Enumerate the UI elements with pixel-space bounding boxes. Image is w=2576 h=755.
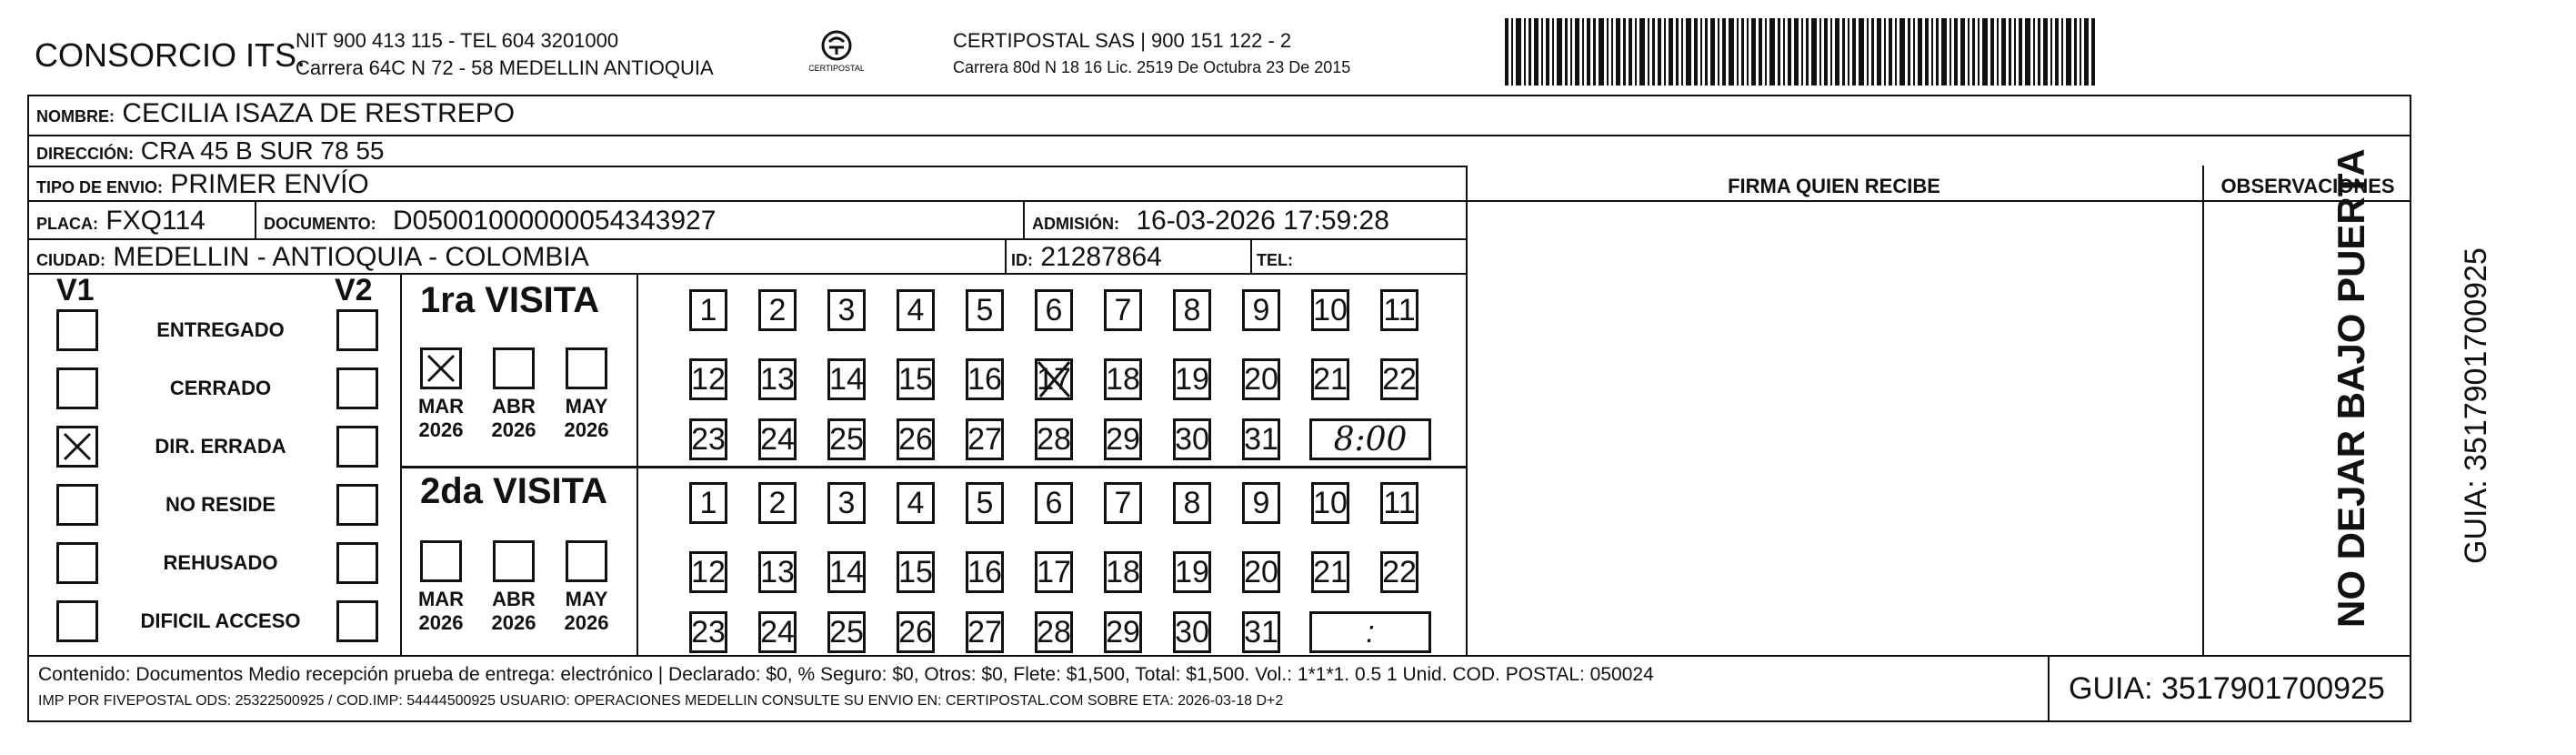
documento-label: DOCUMENTO: [264,215,376,233]
visit1-day-26[interactable]: 26 [897,418,935,460]
visit1-day-24[interactable]: 24 [758,418,797,460]
visit1-month-checkbox[interactable] [493,347,535,389]
visit1-day-17[interactable]: 17 [1035,358,1073,400]
visit1-day-23[interactable]: 23 [689,418,727,460]
direccion-label: DIRECCIÓN: [36,145,134,163]
visit2-day-30[interactable]: 30 [1173,611,1211,653]
visit2-day-10[interactable]: 10 [1311,482,1349,524]
documento-value: D05001000000054343927 [393,206,717,236]
visit1-day-6[interactable]: 6 [1035,289,1073,331]
visit1-day-30[interactable]: 30 [1173,418,1211,460]
tipo-envio-label: TIPO DE ENVIO: [36,178,164,196]
visit2-day-17[interactable]: 17 [1035,551,1073,593]
visit2-year-label: 2026 [564,611,609,634]
tipo-envio-value: PRIMER ENVÍO [170,169,369,199]
visit2-day-15[interactable]: 15 [897,551,935,593]
footer-guia: GUIA: 3517901700925 [2069,671,2385,706]
visit1-year-label: 2026 [491,418,536,441]
v2-label: V2 [335,273,373,307]
visit2-day-6[interactable]: 6 [1035,482,1073,524]
visit1-day-7[interactable]: 7 [1104,289,1142,331]
status-v1-checkbox[interactable] [56,542,98,584]
v1-label: V1 [56,273,95,307]
visit1-month-label: ABR [492,395,536,418]
visit1-day-18[interactable]: 18 [1104,358,1142,400]
visit2-day-20[interactable]: 20 [1242,551,1280,593]
side-warning: NO DEJAR BAJO PUERTA [2330,148,2372,628]
visit2-month-label: MAR [417,588,465,610]
status-option-label: REHUSADO [163,551,278,574]
company-name: CONSORCIO ITS. [35,36,306,74]
visit2-day-9[interactable]: 9 [1242,482,1280,524]
visit1-day-31[interactable]: 31 [1242,418,1280,460]
visit2-month-label: MAY [565,588,608,610]
visit2-year-label: 2026 [418,611,464,634]
visit2-year-label: 2026 [491,611,536,634]
visit2-day-26[interactable]: 26 [897,611,935,653]
visit2-day-1[interactable]: 1 [689,482,727,524]
status-v1-checkbox[interactable] [56,367,98,409]
company-address: Carrera 64C N 72 - 58 MEDELLIN ANTIOQUIA [296,56,714,79]
visit1-day-15[interactable]: 15 [897,358,935,400]
id-label: ID: [1011,251,1033,269]
visit1-day-27[interactable]: 27 [966,418,1004,460]
visit1-day-21[interactable]: 21 [1311,358,1349,400]
visit1-year-label: 2026 [418,418,464,441]
visit2-day-8[interactable]: 8 [1173,482,1211,524]
firma-label: FIRMA QUIEN RECIBE [1728,175,1940,197]
visit2-day-7[interactable]: 7 [1104,482,1142,524]
status-option-label: DIR. ERRADA [155,435,286,458]
visit2-month-checkbox[interactable] [420,540,462,582]
visit2-month-checkbox[interactable] [493,540,535,582]
admision-label: ADMISIÓN: [1032,215,1119,233]
visit1-month-checkbox[interactable] [420,347,462,389]
visit2-day-22[interactable]: 22 [1380,551,1418,593]
visit2-day-29[interactable]: 29 [1104,611,1142,653]
status-option-label: CERRADO [169,377,272,399]
svg-text:CERTIPOSTAL: CERTIPOSTAL [809,64,864,73]
visit2-day-23[interactable]: 23 [689,611,727,653]
visit1-title: 1ra VISITA [420,280,600,320]
ciudad-label: CIUDAD: [36,251,105,269]
footer-contenido: Contenido: Documentos Medio recepción prueba de entrega: electrónico | Declarado: $0, % Seguro: $0, Otros: $0, Flete: $1,500, Total: $1,500. Vol.: 1*1*1. 0.5 1 Unid. COD. POSTAL: 050024 [38,664,1654,685]
visit1-day-12[interactable]: 12 [689,358,727,400]
visit2-day-3[interactable]: 3 [827,482,866,524]
visit1-day-25[interactable]: 25 [827,418,866,460]
visit2-day-16[interactable]: 16 [966,551,1004,593]
visit2-day-31[interactable]: 31 [1242,611,1280,653]
visit1-day-9[interactable]: 9 [1242,289,1280,331]
certipostal-line2: Carrera 80d N 18 16 Lic. 2519 De Octubra 23 De 2015 [953,58,1351,76]
visit1-year-label: 2026 [564,418,609,441]
visit1-day-28[interactable]: 28 [1035,418,1073,460]
visit1-day-20[interactable]: 20 [1242,358,1280,400]
observaciones-label: OBSERVACIONES [2220,175,2395,197]
nombre-value: CECILIA ISAZA DE RESTREPO [122,98,516,128]
visit2-day-24[interactable]: 24 [758,611,797,653]
status-v1-checkbox[interactable] [56,309,98,351]
visit1-day-4[interactable]: 4 [897,289,935,331]
visit1-day-14[interactable]: 14 [827,358,866,400]
status-option-label: DIFICIL ACCESO [140,609,301,632]
visit2-time-box[interactable]: : [1309,611,1431,653]
status-v1-checkbox[interactable] [56,600,98,642]
visit2-day-14[interactable]: 14 [827,551,866,593]
side-guia: GUIA: 3517901700925 [2459,247,2493,564]
visit2-day-11[interactable]: 11 [1380,482,1418,524]
placa-value: FXQ114 [105,206,205,236]
status-option-label: NO RESIDE [165,493,276,516]
visit1-day-29[interactable]: 29 [1104,418,1142,460]
id-value: 21287864 [1040,242,1162,272]
status-v2-checkbox[interactable] [336,600,378,642]
nombre-label: NOMBRE: [36,107,115,126]
status-v1-checkbox[interactable] [56,426,98,468]
visit2-month-checkbox[interactable] [566,540,607,582]
visit1-day-10[interactable]: 10 [1311,289,1349,331]
visit2-day-21[interactable]: 21 [1311,551,1349,593]
status-option-label: ENTREGADO [156,318,285,341]
visit1-day-19[interactable]: 19 [1173,358,1211,400]
admision-value: 16-03-2026 17:59:28 [1136,206,1389,236]
visit2-day-25[interactable]: 25 [827,611,866,653]
visit1-day-16[interactable]: 16 [966,358,1004,400]
tel-label: TEL: [1257,251,1293,269]
visit1-day-11[interactable]: 11 [1380,289,1418,331]
status-v1-checkbox[interactable] [56,484,98,526]
visit2-day-18[interactable]: 18 [1104,551,1142,593]
visit1-month-label: MAY [565,395,608,418]
visit2-day-27[interactable]: 27 [966,611,1004,653]
visit2-day-5[interactable]: 5 [966,482,1004,524]
status-v2-checkbox[interactable] [336,309,378,351]
visit1-month-label: MAR [417,395,465,418]
visit2-day-28[interactable]: 28 [1035,611,1073,653]
status-v2-checkbox[interactable] [336,426,378,468]
ciudad-value: MEDELLIN - ANTIOQUIA - COLOMBIA [113,242,589,272]
visit1-day-1[interactable]: 1 [689,289,727,331]
barcode [1505,18,2232,87]
visit2-day-4[interactable]: 4 [897,482,935,524]
certipostal-logo [809,27,864,76]
visit1-day-5[interactable]: 5 [966,289,1004,331]
visit1-day-13[interactable]: 13 [758,358,797,400]
visit1-time-box[interactable]: 8:00 [1309,418,1431,460]
certipostal-line1: CERTIPOSTAL SAS | 900 151 122 - 2 [953,29,1292,52]
visit1-day-22[interactable]: 22 [1380,358,1418,400]
status-v2-checkbox[interactable] [336,484,378,526]
direccion-value: CRA 45 B SUR 78 55 [140,136,385,165]
company-nit-tel: NIT 900 413 115 - TEL 604 3201000 [296,29,619,52]
visit2-day-12[interactable]: 12 [689,551,727,593]
visit2-day-2[interactable]: 2 [758,482,797,524]
visit1-day-8[interactable]: 8 [1173,289,1211,331]
placa-label: PLACA: [36,215,98,233]
visit1-month-checkbox[interactable] [566,347,607,389]
footer-imp: IMP POR FIVEPOSTAL ODS: 25322500925 / COD.IMP: 54444500925 USUARIO: OPERACIONES MEDELLIN CONSULTE SU ENVIO EN: CERTIPOSTAL.COM SOBRE ETA: 2026-03-18 D+2 [38,693,1284,709]
visit2-day-13[interactable]: 13 [758,551,797,593]
status-v2-checkbox[interactable] [336,542,378,584]
visit2-month-label: ABR [492,588,536,610]
status-v2-checkbox[interactable] [336,367,378,409]
visit1-day-2[interactable]: 2 [758,289,797,331]
visit1-day-3[interactable]: 3 [827,289,866,331]
visit2-day-19[interactable]: 19 [1173,551,1211,593]
visit2-title: 2da VISITA [420,471,607,511]
